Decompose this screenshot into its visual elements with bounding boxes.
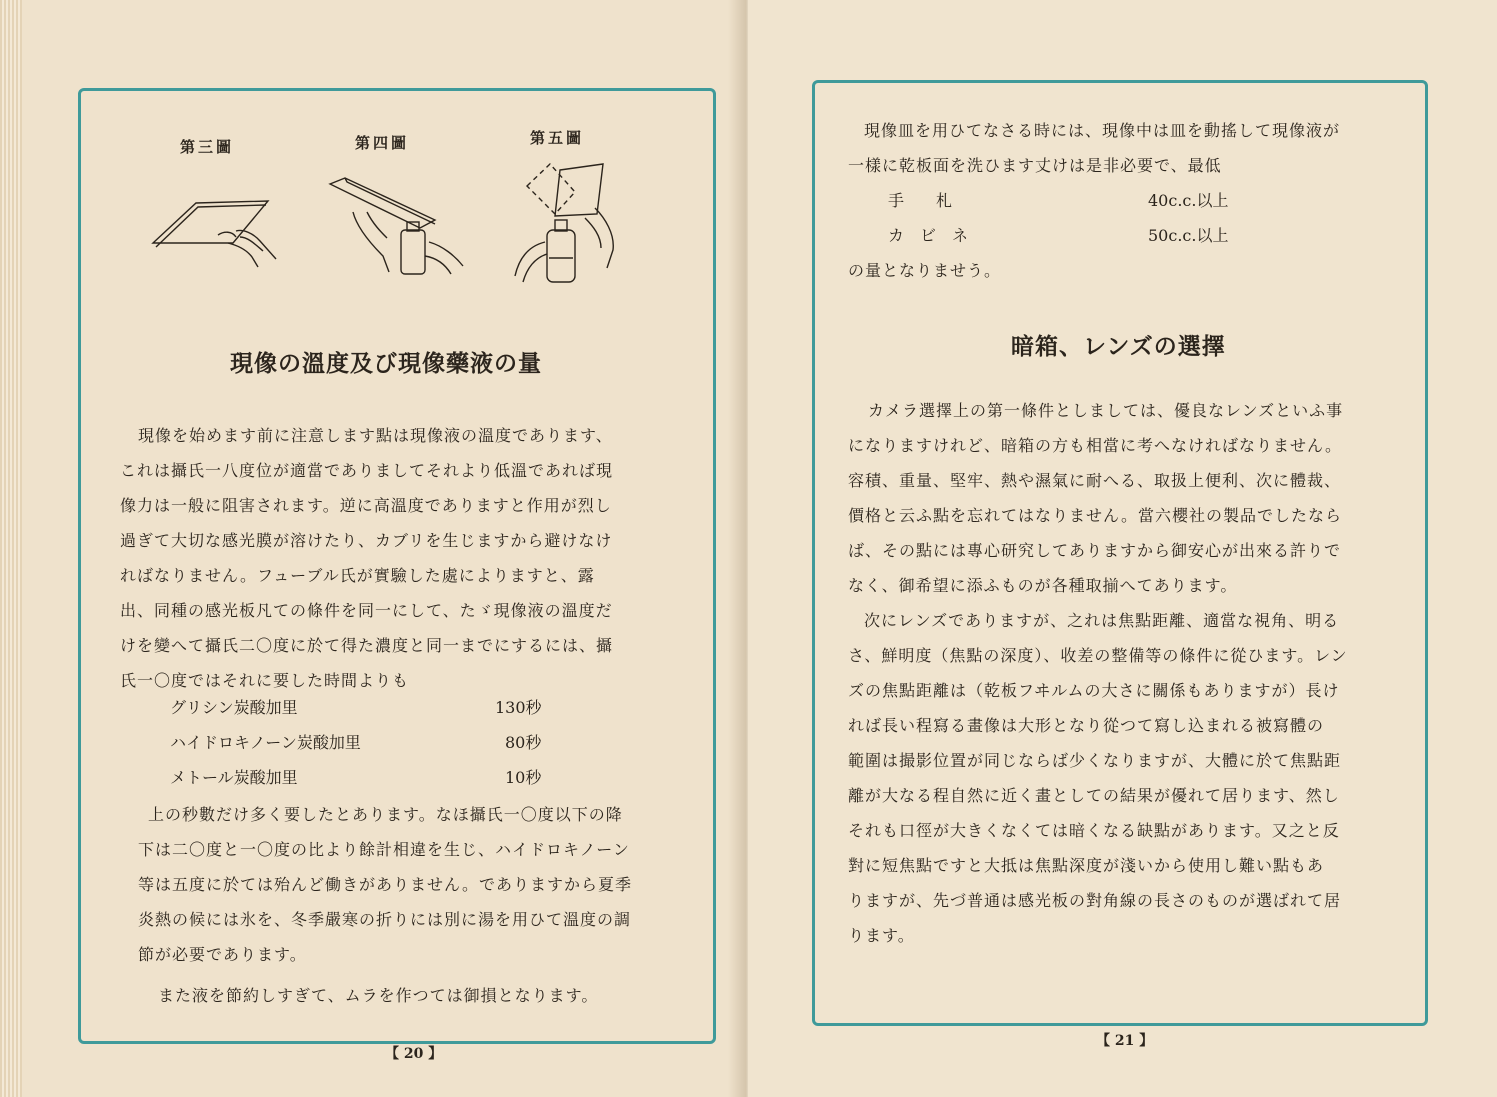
text-line: 出、同種の感光板凡ての條件を同一にして、たゞ現像液の溫度だ (120, 601, 613, 620)
developer-volume-table (888, 183, 1348, 253)
text-line: 一樣に乾板面を洗ひます丈けは是非必要で、最低 (848, 156, 1222, 175)
text-line: 離が大なる程自然に近く畫としての結果が優れて居ります、然し (848, 786, 1340, 805)
left-paragraph-2 (138, 797, 632, 1013)
text-line: 下は二〇度と一〇度の比より餘計相違を生じ、ハイドロキノーン (138, 840, 630, 859)
figure-label-4: 第四圖 (355, 134, 410, 152)
page-number-right: 【 21 】 (1096, 1033, 1154, 1049)
text-line: 容積、重量、堅牢、熱や濕氣に耐へる、取扱上便利、次に體裁、 (848, 471, 1342, 490)
figure-3-tilting-plate-illustration (148, 185, 288, 275)
text-line: 炎熱の候には氷を、冬季嚴寒の折りには別に湯を用ひて溫度の調 (138, 910, 632, 929)
text-line: りますが、先づ普通は感光板の對角線の長さのものが選ばれて居 (848, 891, 1342, 910)
developer-time-table (170, 690, 590, 795)
text-line: 上の秒數だけ多く要したとあります。なほ攝氏一〇度以下の降 (148, 805, 623, 824)
text-line: 節が必要であります。 (138, 945, 307, 964)
table-row (170, 725, 590, 760)
text-line: 氏一〇度ではそれに要した時間よりも (120, 671, 410, 690)
text-line: さ、鮮明度（焦點の深度）、收差の整備等の條件に從ひます。レン (848, 646, 1348, 665)
text-line: ります。 (848, 926, 915, 945)
text-line: それも口徑が大きくなくては暗くなる缺點があります。又之と反 (848, 821, 1340, 840)
developer-name: ハイドロキノーン炭酸加里 (170, 733, 361, 752)
text-line: れば長い程寫る畫像は大形となり從つて寫し込まれる被寫體の (848, 716, 1325, 735)
table-row (170, 690, 590, 725)
right-section-heading: 暗箱、レンズの選擇 (1011, 334, 1226, 360)
text-line: 像力は一般に阻害されます。逆に高溫度でありますと作用が烈し (120, 496, 612, 515)
text-line: ば、その點には專心研究してありますから御安心が出來る許りで (848, 541, 1342, 560)
left-paragraph-1 (120, 418, 613, 698)
right-paragraph-1 (848, 113, 1340, 183)
text-line: また液を節約しすぎて、ムラを作つては御損となります。 (158, 986, 599, 1005)
page-edges (0, 0, 22, 1097)
figure-4-pouring-from-bottle-illustration (325, 172, 470, 282)
page-number-left: 【 20 】 (385, 1046, 443, 1062)
right-paragraph-1-end (848, 253, 1001, 288)
text-line: の量となりませう。 (848, 261, 1002, 280)
text-line: 價格と云ふ點を忘れてはなりません。當六櫻社の製品でしたなら (848, 506, 1342, 525)
text-line: 現像皿を用ひてなさる時には、現像中は皿を動搖して現像液が (864, 121, 1341, 140)
text-line: ズの焦點距離は（乾板フヰルムの大さに關係もありますが）長け (848, 681, 1340, 700)
text-line: なく、御希望に添ふものが各種取揃へてあります。 (848, 576, 1238, 595)
text-line: これは攝氏一八度位が適當でありましてそれより低溫であれば現 (120, 461, 614, 480)
developer-volume: 50c.c.以上 (1148, 226, 1229, 245)
table-row (888, 183, 1348, 218)
left-section-heading: 現像の溫度及び現像藥液の量 (230, 351, 542, 377)
figure-5-draining-plate-illustration (505, 158, 630, 288)
text-line: 過ぎて大切な感光膜が溶けたり、カブリを生じますから避けなけ (120, 531, 613, 550)
text-line: になりますけれど、暗箱の方も相當に考へなければなりません。 (848, 436, 1342, 455)
developer-time: 10秒 (505, 768, 542, 787)
right-page (748, 0, 1497, 1097)
left-page (0, 0, 748, 1097)
table-row (888, 218, 1348, 253)
developer-time: 130秒 (495, 698, 542, 717)
text-line: 範圍は撮影位置が同じならば少くなりますが、大體に於て焦點距 (848, 751, 1342, 770)
text-line: 對に短焦點ですと大抵は焦點深度が淺いから使用し難い點もあ (848, 856, 1325, 875)
text-line: カメラ選擇上の第一條件としましては、優良なレンズといふ事 (868, 401, 1344, 420)
developer-name: グリシン炭酸加里 (170, 698, 298, 717)
developer-time: 80秒 (505, 733, 542, 752)
text-line: ればなりません。フューブル氏が實驗した處によりますと、露 (120, 566, 595, 585)
text-line: 等は五度に於ては殆んど働きがありません。でありますから夏季 (138, 875, 632, 894)
figure-label-5: 第五圖 (530, 129, 585, 147)
text-line: 次にレンズでありますが、之れは焦點距離、適當な視角、明る (864, 611, 1340, 630)
figure-label-3: 第三圖 (180, 138, 235, 156)
developer-name: メトール炭酸加里 (170, 768, 298, 787)
developer-volume: 40c.c.以上 (1148, 191, 1229, 210)
text-line: 現像を始めます前に注意します點は現像液の溫度であります、 (138, 426, 613, 445)
table-row (170, 760, 590, 795)
right-paragraph-2 (848, 393, 1348, 953)
plate-size: カ ビ ネ (888, 226, 969, 245)
plate-size: 手 札 (888, 191, 953, 210)
text-line: けを變へて攝氏二〇度に於て得た濃度と同一までにするには、攝 (120, 636, 614, 655)
